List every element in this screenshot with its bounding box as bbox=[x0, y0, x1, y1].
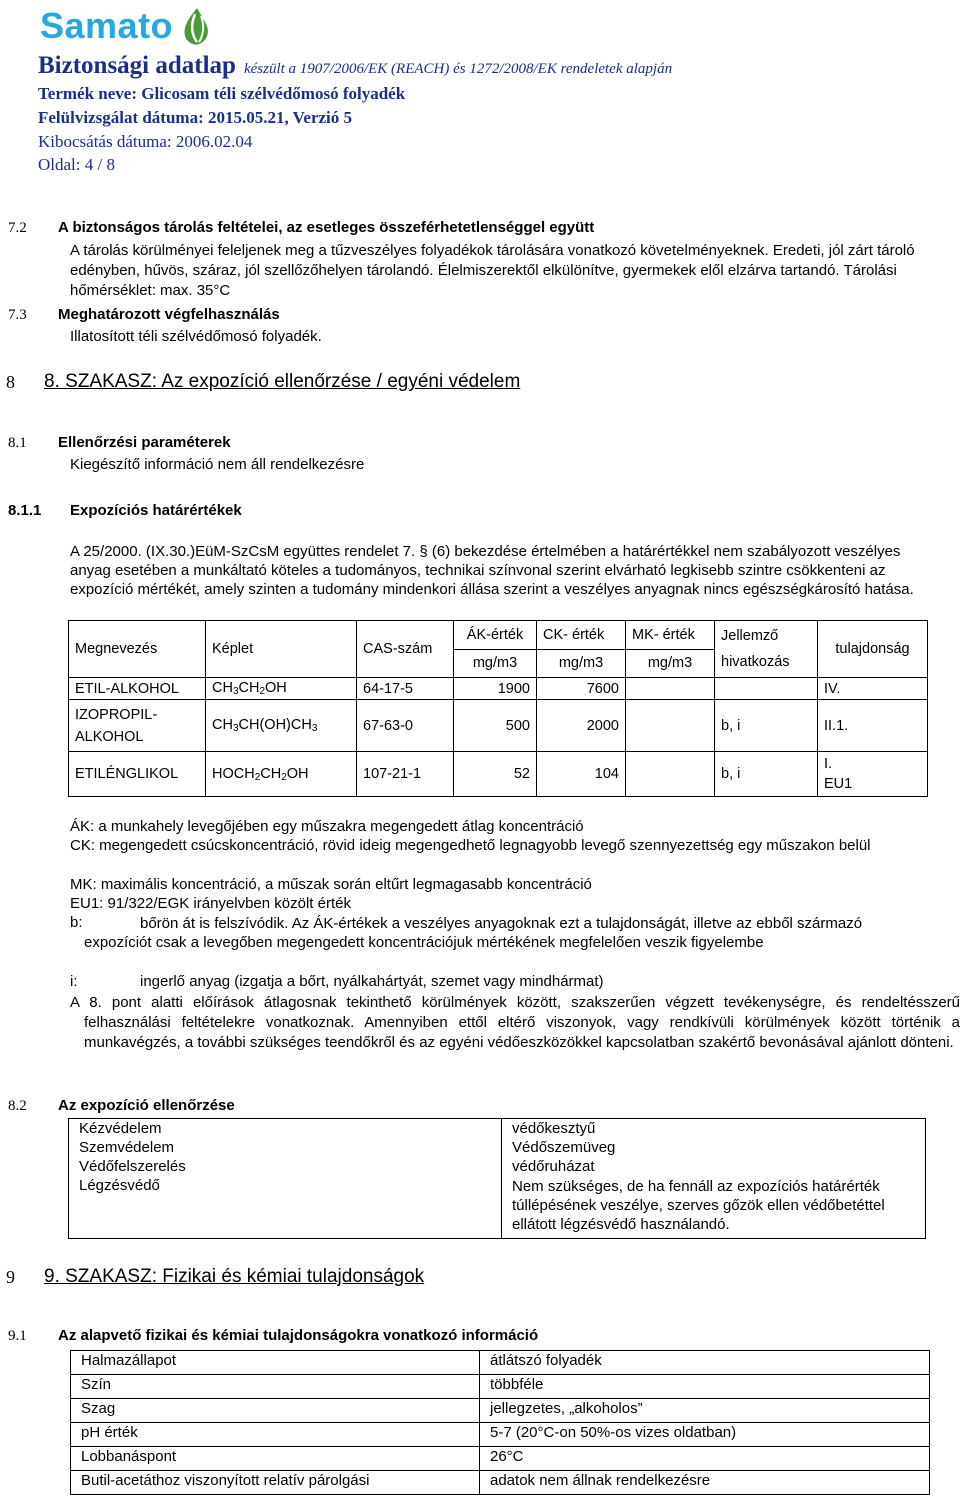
table-row bbox=[69, 1119, 926, 1139]
section-8-number: 8 bbox=[6, 372, 15, 392]
row-mk bbox=[626, 752, 715, 797]
section-7-3-title: Meghatározott végfelhasználás bbox=[58, 306, 280, 323]
row-value: adatok nem állnak rendelkezésre bbox=[480, 1471, 930, 1495]
section-8-1-text: Kiegészítő információ nem áll rendelkezésre bbox=[70, 456, 365, 473]
row-mk bbox=[626, 678, 715, 700]
row-name: ETIL-ALKOHOL bbox=[69, 678, 206, 700]
issue-date: Kibocsátás dátuma: 2006.02.04 bbox=[38, 132, 253, 151]
table-row bbox=[71, 1375, 930, 1399]
row-ak: 1900 bbox=[454, 678, 537, 700]
row-key: pH érték bbox=[71, 1423, 480, 1447]
row-formula: $HOCH_2CH_2OH$ bbox=[206, 752, 357, 797]
header-property: tulajdonság bbox=[818, 621, 928, 678]
section-8-2-number: 8.2 bbox=[8, 1098, 27, 1114]
table-row bbox=[69, 1138, 926, 1157]
section-8-1-number: 8.1 bbox=[8, 435, 27, 451]
row-formula: $CH_3CH(OH)CH_3$ bbox=[206, 700, 357, 752]
table-row bbox=[71, 1351, 930, 1375]
section-7-3-number: 7.3 bbox=[8, 307, 27, 323]
table-row bbox=[71, 1471, 930, 1495]
section-7-3-text: Illatosított téli szélvédőmosó folyadék. bbox=[70, 328, 322, 345]
row-key: Halmazállapot bbox=[71, 1351, 480, 1375]
row-key: Szag bbox=[71, 1399, 480, 1423]
section-7-2-title: A biztonságos tárolás feltételei, az esetleges összeférhetetlenséggel együtt bbox=[58, 219, 595, 236]
product-name: Termék neve: Glicosam téli szélvédőmosó folyadék bbox=[38, 84, 406, 103]
row-value: 5-7 (20°C-on 50%-os vizes oldatban) bbox=[480, 1423, 930, 1447]
table-row bbox=[69, 1157, 926, 1176]
header-ak: ÁK-érték bbox=[454, 621, 537, 650]
header-ck: CK- érték bbox=[537, 621, 626, 650]
row-cas: 64-17-5 bbox=[357, 678, 454, 700]
samato-logo bbox=[40, 4, 213, 48]
note-a8: A 8. pont alatti előírások átlagosnak tekinthető körülmények között, szakszerűen végzett tevékenységre, és rendeltésszerű felhasználási feltételekre vonatkoznak. Amennyiben ettől eltérő viszonyok, vagy rendkívüli körülmények között történik a munkavégzés, a további szükséges teendőkről és az egyéni védőeszközökkel kapcsolatban szakértő bevonásával ajánlott dönteni. bbox=[70, 994, 960, 1051]
row-value: átlátszó folyadék bbox=[480, 1351, 930, 1375]
row-cas: 107-21-1 bbox=[357, 752, 454, 797]
header-characteristic: Jellemző hivatkozás bbox=[715, 621, 818, 678]
header-formula: Képlet bbox=[206, 621, 357, 678]
section-8-1-1-paragraph: A 25/2000. (IX.30.)EüM-SzCsM együttes rendelet 7. § (6) bekezdése értelmében a határértékkel nem szabályozott veszélyes anyag esetében a munkáltató köteles a tudományos, technikai színvonal szerint elvárható legkisebb szintre csökkenteni az expozíció mértékét, amely szinten a tudomány mindenkori állása szerint a veszélyes anyagnak nincs egészségkárosító hatása. bbox=[70, 543, 914, 598]
note-eu1: EU1: 91/322/EGK irányelvben közölt érték bbox=[70, 895, 351, 912]
table-row bbox=[71, 1399, 930, 1423]
row-key: Lobbanáspont bbox=[71, 1447, 480, 1471]
section-9-1-number: 9.1 bbox=[8, 1328, 27, 1344]
row-key: Butil-acetáthoz viszonyított relatív párolgási bbox=[71, 1471, 480, 1495]
row-key: Szín bbox=[71, 1375, 480, 1399]
row-key: Védőfelszerelés bbox=[69, 1157, 502, 1176]
exposure-limits-table bbox=[68, 620, 928, 797]
note-b: bőrön át is felszívódik. Az ÁK-értékek a veszélyes anyagoknak ezt a tulajdonságát, illetve az ebből származó expozíciót csak a levegőben megengedett koncentrációjuk mértékének megfelelően veszik figyelembe bbox=[84, 915, 863, 951]
table-row bbox=[69, 752, 928, 797]
row-name: ETILÉNGLIKOL bbox=[69, 752, 206, 797]
row-prop: IV. bbox=[818, 678, 928, 700]
unit-ak: mg/m3 bbox=[454, 649, 537, 678]
document-title: Biztonsági adatlap készült a 1907/2006/EK (REACH) és 1272/2008/EK rendeletek alapján bbox=[38, 52, 673, 79]
row-prop: II.1. bbox=[818, 700, 928, 752]
header-mk: MK- érték bbox=[626, 621, 715, 650]
row-ck: 7600 bbox=[537, 678, 626, 700]
leaf-drop-icon bbox=[181, 6, 213, 46]
section-7-2-text: A tárolás körülményei feleljenek meg a tűzveszélyes folyadékok tárolására vonatkozó követelményeknek. Eredeti, jól zárt tároló edényben, hűvös, száraz, jól szellőzőhelyen tárolandó. Élelmiszerektől elkülönítve, gyermekek elől elzárva tartandó. Tárolási hőmérséklet: max. 35°C bbox=[70, 242, 915, 299]
note-i: ingerlő anyag (izgatja a bőrt, nyálkahártyát, szemet vagy mindhármat) bbox=[140, 973, 604, 990]
section-7-2-number: 7.2 bbox=[8, 220, 27, 236]
section-8-1-title: Ellenőrzési paraméterek bbox=[58, 434, 231, 451]
table-header-row bbox=[69, 621, 928, 650]
row-value: Védőszemüveg bbox=[502, 1138, 926, 1157]
revision-date: Felülvizsgálat dátuma: 2015.05.21, Verzió 5 bbox=[38, 108, 353, 127]
row-cas: 67-63-0 bbox=[357, 700, 454, 752]
row-char bbox=[715, 678, 818, 700]
unit-ck: mg/m3 bbox=[537, 649, 626, 678]
row-value: többféle bbox=[480, 1375, 930, 1399]
document-subtitle: készült a 1907/2006/EK (REACH) és 1272/2008/EK rendeletek alapján bbox=[243, 61, 673, 77]
note-b-key: b: bbox=[70, 914, 83, 931]
row-ak: 52 bbox=[454, 752, 537, 797]
row-value: védőkesztyű bbox=[502, 1119, 926, 1139]
section-8-heading: 8. SZAKASZ: Az expozíció ellenőrzése / egyéni védelem bbox=[44, 371, 521, 392]
table-row bbox=[69, 1176, 926, 1239]
section-9-number: 9 bbox=[6, 1267, 15, 1287]
note-mk: MK: maximális koncentráció, a műszak során eltűrt legmagasabb koncentráció bbox=[70, 876, 592, 893]
section-9-1-title: Az alapvető fizikai és kémiai tulajdonságokra vonatkozó információ bbox=[58, 1327, 539, 1344]
section-8-1-1-number: 8.1.1 bbox=[8, 502, 42, 519]
row-formula: $CH_3CH_2OH$ bbox=[206, 678, 357, 700]
row-ck: 104 bbox=[537, 752, 626, 797]
header-name: Megnevezés bbox=[69, 621, 206, 678]
section-8-1-1-title: Expozíciós határértékek bbox=[70, 502, 242, 519]
row-char: b, i bbox=[715, 700, 818, 752]
row-mk bbox=[626, 700, 715, 752]
table-row bbox=[69, 700, 928, 752]
table-row bbox=[71, 1447, 930, 1471]
exposure-control-table bbox=[68, 1118, 926, 1239]
page-number: Oldal: 4 / 8 bbox=[38, 155, 115, 174]
header-reference: hivatkozás bbox=[721, 654, 790, 670]
header-cas: CAS-szám bbox=[357, 621, 454, 678]
note-i-key: i: bbox=[70, 973, 78, 990]
table-row bbox=[71, 1423, 930, 1447]
row-ak: 500 bbox=[454, 700, 537, 752]
row-key: Kézvédelem bbox=[69, 1119, 502, 1139]
section-8-2-title: Az expozíció ellenőrzése bbox=[58, 1097, 235, 1114]
row-char: b, i bbox=[715, 752, 818, 797]
row-value: Nem szükséges, de ha fennáll az expozíciós határérték túllépésének veszélye, szerves gőzök ellen védőbetéttel ellátott légzésvédő használandó. bbox=[502, 1176, 926, 1239]
table-row bbox=[69, 678, 928, 700]
row-value: jellegzetes, „alkoholos” bbox=[480, 1399, 930, 1423]
brand-name: Samato bbox=[40, 5, 174, 46]
physical-properties-table bbox=[70, 1350, 930, 1495]
note-ck: CK: megengedett csúcskoncentráció, rövid ideig megengedhető legnagyobb levegő szennyezettség egy műszakon belül bbox=[70, 837, 871, 854]
row-value: védőruházat bbox=[502, 1157, 926, 1176]
row-ck: 2000 bbox=[537, 700, 626, 752]
unit-mk: mg/m3 bbox=[626, 649, 715, 678]
note-ak: ÁK: a munkahely levegőjében egy műszakra megengedett átlag koncentráció bbox=[70, 818, 584, 835]
row-value: 26°C bbox=[480, 1447, 930, 1471]
section-9-heading: 9. SZAKASZ: Fizikai és kémiai tulajdonságok bbox=[44, 1266, 425, 1287]
row-key: Szemvédelem bbox=[69, 1138, 502, 1157]
row-prop: I. EU1 bbox=[818, 752, 928, 797]
row-name: IZOPROPIL-ALKOHOL bbox=[69, 700, 206, 752]
row-key: Légzésvédő bbox=[69, 1176, 502, 1239]
